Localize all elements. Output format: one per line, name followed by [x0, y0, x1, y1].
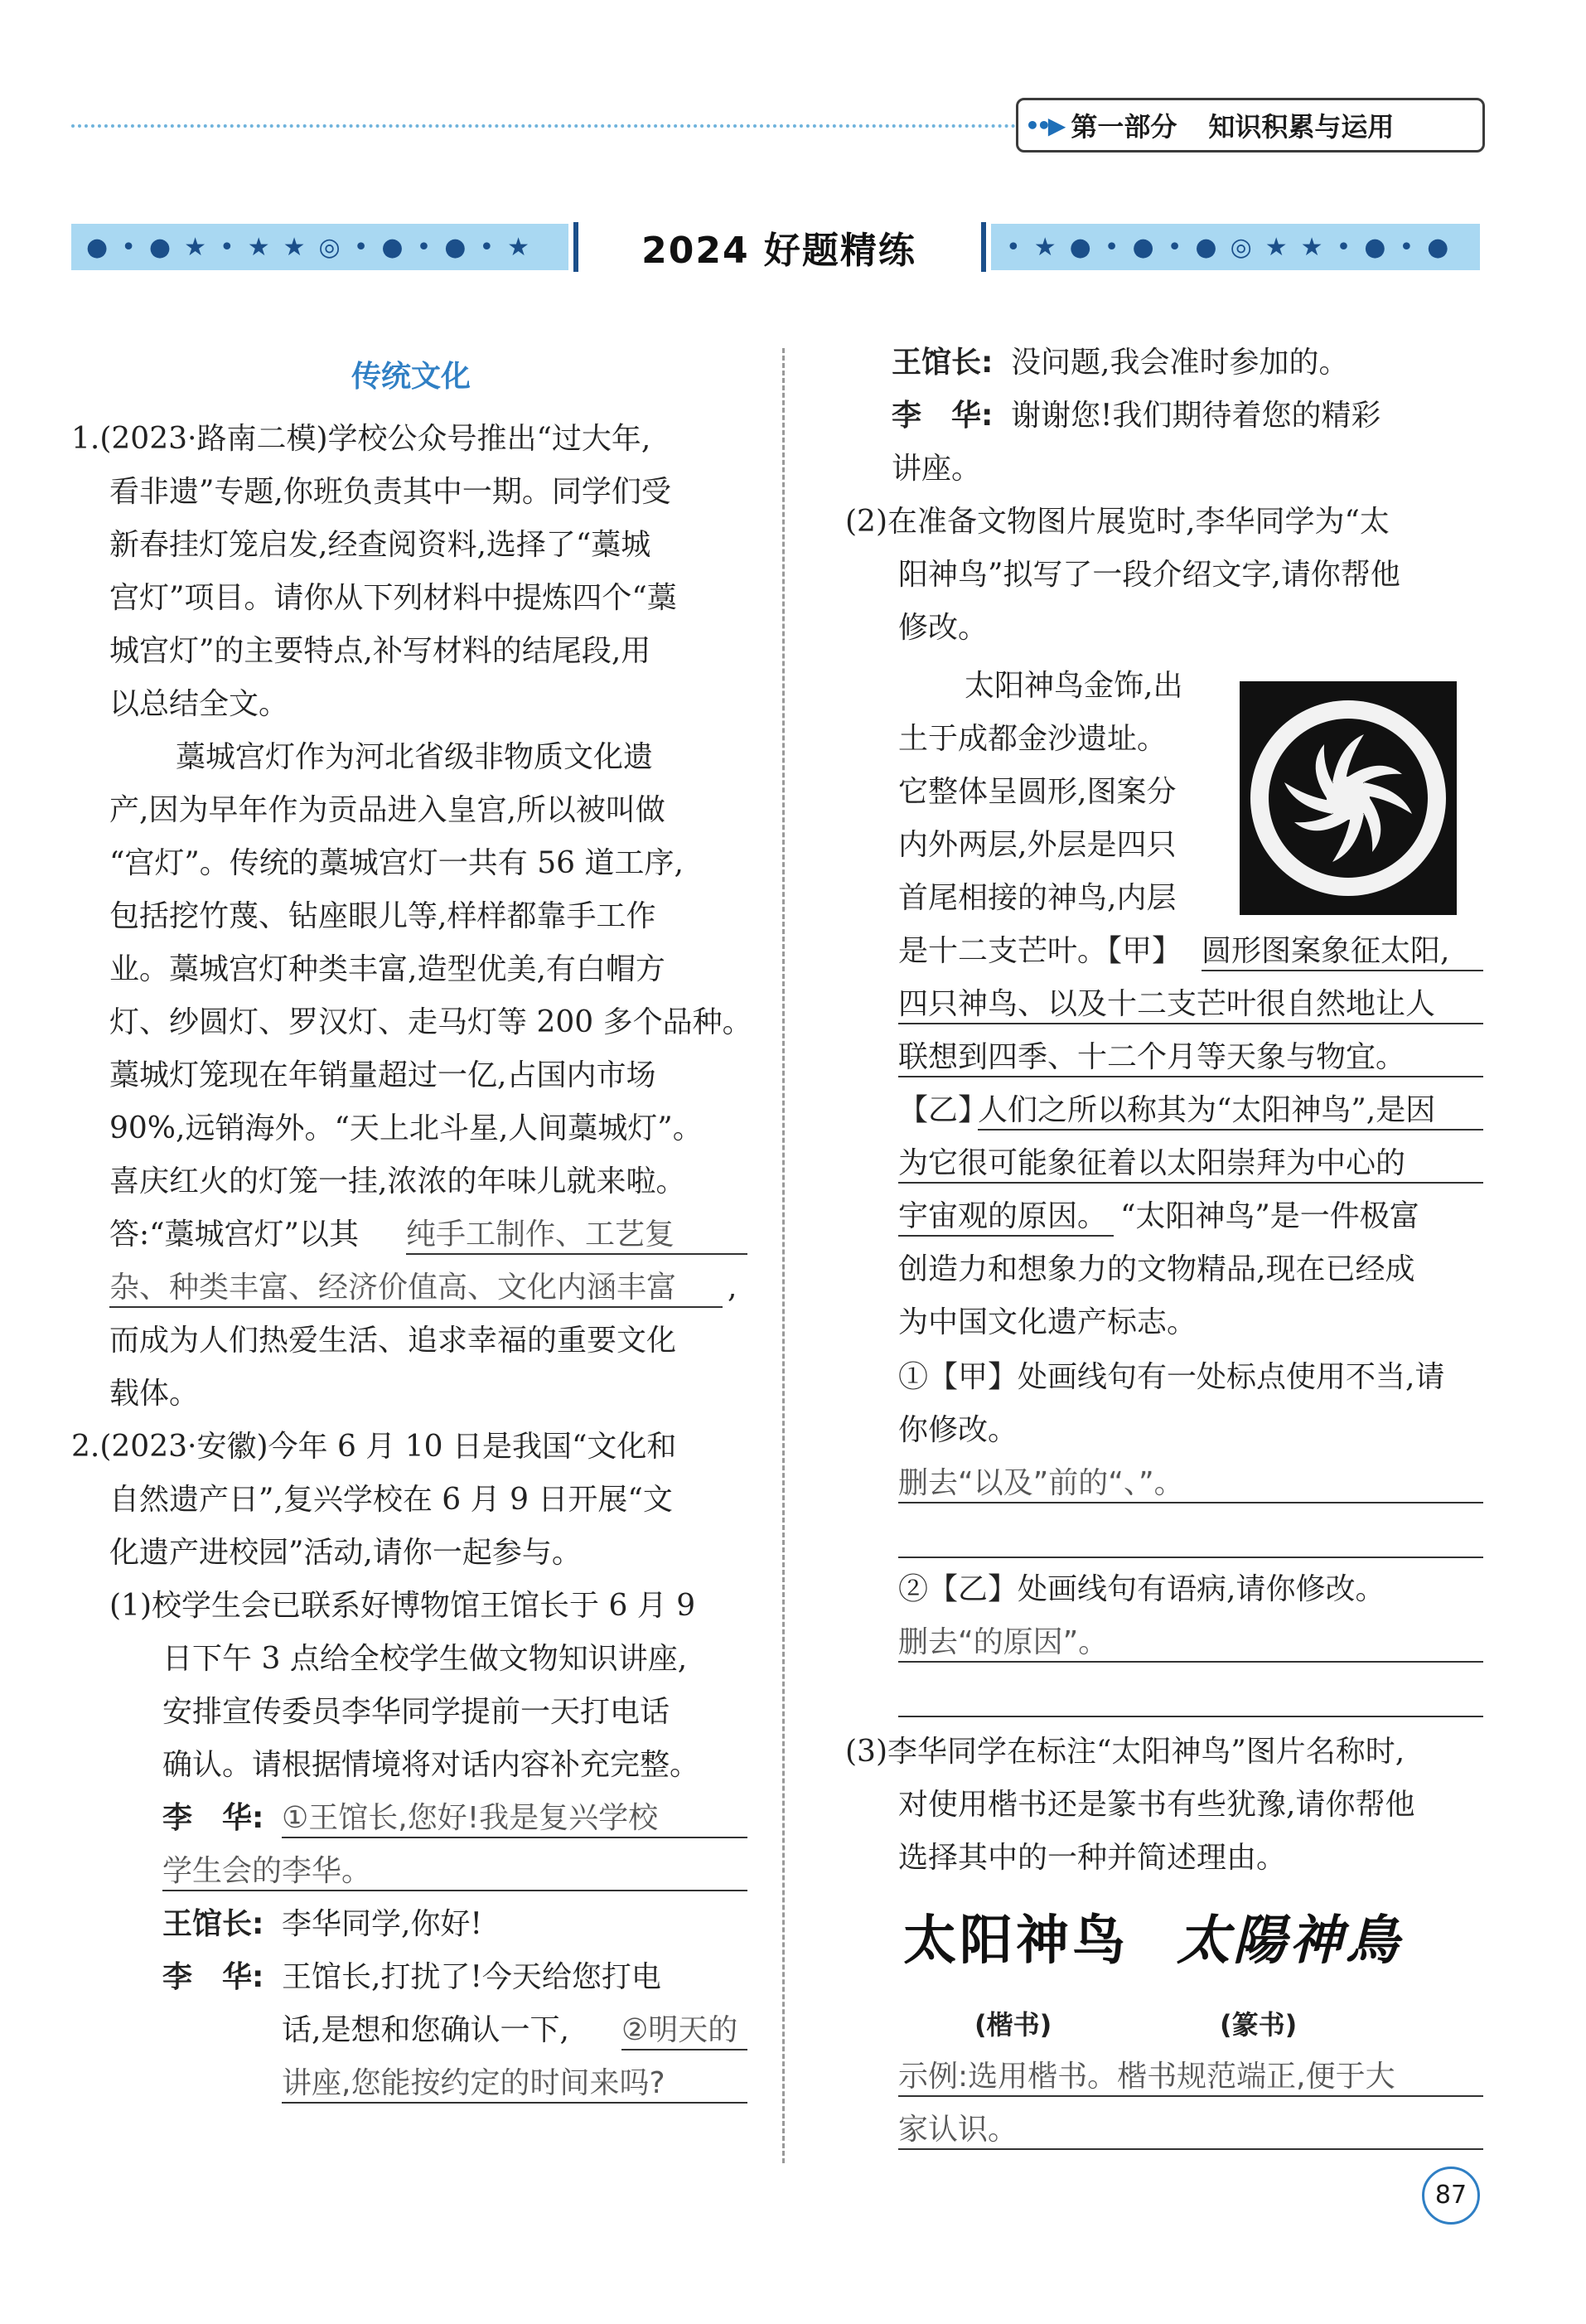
speaker-li-hua: 李 华: [162, 1960, 264, 1994]
q1-answer-text: 载体。 [109, 1377, 200, 1411]
sub-question-1: 你修改。 [898, 1413, 1018, 1447]
material-line: 藁城宫灯作为河北省级非物质文化遗 [176, 740, 654, 774]
answer-blank-line [898, 1557, 1483, 1558]
speaker-li-hua: 李 华: [162, 1801, 264, 1835]
answer-blank-line [898, 1716, 1483, 1717]
q1-line: 宫灯”项目。请你从下列材料中提炼四个“藁 [109, 581, 677, 615]
q1-line: 新春挂灯笼启发,经查阅资料,选择了“藁城 [109, 528, 651, 562]
material-line: 产,因为早年作为贡品进入皇宫,所以被叫做 [109, 793, 665, 827]
material-line: 业。藁城宫灯种类丰富,造型优美,有白帽方 [109, 952, 665, 986]
underlined-sentence-jia: 联想到四季、十二个月等天象与物宜。 [898, 1041, 1483, 1077]
header-title: 知识积累与运用 [1208, 111, 1395, 143]
zhuanshu-caption: (篆书) [1220, 2009, 1298, 2041]
kaishu-caption: (楷书) [974, 2009, 1052, 2041]
dialog-line: 没问题,我会准时参加的。 [1011, 346, 1349, 380]
sub-question-2: ②【乙】处画线句有语病,请你修改。 [898, 1572, 1385, 1606]
kaishu-calligraphy: 太阳神鸟 [903, 1910, 1129, 1972]
band-divider-right [981, 222, 986, 272]
section-header-box [1016, 98, 1485, 153]
q2-1-line: 日下午 3 点给全校学生做文物知识讲座, [162, 1642, 688, 1676]
q2-2-line: (2)在准备文物图片展览时,李华同学为“太 [845, 505, 1390, 539]
q2-line: 2.(2023·安徽)今年 6 月 10 日是我国“文化和 [71, 1430, 677, 1464]
passage-line: 首尾相接的神鸟,内层 [898, 881, 1177, 915]
sub-answer-1: 删去“以及”前的“、”。 [898, 1467, 1483, 1503]
q2-1-line: 确认。请根据情境将对话内容补充完整。 [162, 1748, 700, 1782]
q1-answer-text: 而成为人们热爱生活、追求幸福的重要文化 [109, 1324, 677, 1358]
dialog-line: 王馆长,打扰了!今天给您打电 [282, 1960, 661, 1994]
q2-3-answer: 家认识。 [898, 2113, 1483, 2150]
speaker-wang: 王馆长: [162, 1907, 264, 1941]
q1-line: 看非遗”专题,你班负责其中一期。同学们受 [109, 475, 671, 509]
q2-3-line: 选择其中的一种并简述理由。 [898, 1841, 1287, 1875]
sub-answer-2: 删去“的原因”。 [898, 1626, 1483, 1663]
page-number: 87 [1422, 2167, 1480, 2225]
q2-3-line: (3)李华同学在标注“太阳神鸟”图片名称时, [845, 1735, 1405, 1769]
q1-answer-blank: 杂、种类丰富、经济价值高、文化内涵丰富 [109, 1271, 723, 1308]
q2-line: 化遗产进校园”活动,请你一起参与。 [109, 1536, 582, 1570]
material-line: 喜庆红火的灯笼一挂,浓浓的年味儿就来啦。 [109, 1164, 686, 1198]
header-dotted-rule [71, 124, 1016, 128]
dialog-answer-2: 讲座,您能按约定的时间来吗? [282, 2067, 747, 2104]
dialog-line: 谢谢您!我们期待着您的精彩 [1011, 399, 1381, 433]
band-title: 2024 好题精练 [641, 230, 916, 272]
q2-line: 自然遗产日”,复兴学校在 6 月 9 日开展“文 [109, 1483, 673, 1517]
q1-answer-comma: , [728, 1271, 737, 1305]
q2-3-answer: 示例:选用楷书。楷书规范端正,便于大 [898, 2060, 1483, 2097]
underlined-sentence-yi: 人们之所以称其为“太阳神鸟”,是因 [978, 1094, 1483, 1131]
underlined-sentence-yi: 宇宙观的原因。 [898, 1200, 1114, 1237]
q1-line: 以总结全文。 [109, 687, 289, 721]
q2-2-line: 阳神鸟”拟写了一段介绍文字,请你帮他 [898, 558, 1400, 592]
passage-line: 为中国文化遗产标志。 [898, 1305, 1197, 1339]
q2-1-line: 安排宣传委员李华同学提前一天打电话 [162, 1695, 670, 1729]
passage-line: 内外两层,外层是四只 [898, 828, 1177, 862]
dialog-answer-2: ②明天的 [621, 2014, 747, 2050]
decorative-band-left: ● • ● ★ • ★ ★ ◎ • ● • ● • ★ [71, 224, 568, 270]
q1-line: 1.(2023·路南二模)学校公众号推出“过大年, [71, 422, 651, 456]
section-title: 传统文化 [351, 360, 471, 394]
underlined-sentence-jia: 四只神鸟、以及十二支芒叶很自然地让人 [898, 988, 1483, 1024]
passage-line: 是十二支芒叶。【甲】 [898, 934, 1182, 968]
material-line: 藁城灯笼现在年销量超过一亿,占国内市场 [109, 1058, 656, 1092]
material-line: 90%,远销海外。“天上北斗星,人间藁城灯”。 [109, 1111, 703, 1145]
q1-line: 城宫灯”的主要特点,补写材料的结尾段,用 [109, 634, 651, 668]
sun-bird-gold-ornament-image [1240, 681, 1457, 915]
dialog-line: 话,是想和您确认一下, [282, 2013, 569, 2047]
q2-2-line: 修改。 [898, 611, 989, 645]
zhuanshu-calligraphy: 太陽神鳥 [1177, 1910, 1402, 1972]
dialog-answer-1: ①王馆长,您好!我是复兴学校 [282, 1802, 747, 1838]
speaker-wang: 王馆长: [892, 346, 994, 380]
dialog-answer-1: 学生会的李华。 [162, 1855, 747, 1891]
column-divider [782, 348, 785, 2163]
arrow-icon: ••▶ [1025, 111, 1063, 139]
speaker-li-hua: 李 华: [892, 399, 994, 433]
material-line: “宫灯”。传统的藁城宫灯一共有 56 道工序, [109, 846, 684, 880]
dialog-line: 讲座。 [892, 452, 982, 486]
header-part: 第一部分 [1071, 111, 1177, 143]
passage-line: “太阳神鸟”是一件极富 [1120, 1199, 1419, 1233]
material-line: 包括挖竹蔑、钻座眼儿等,样样都靠手工作 [109, 899, 656, 933]
decorative-band-right: • ★ ● • ● • ● ◎ ★ ★ • ● • ● [991, 224, 1480, 270]
q1-answer-blank: 纯手工制作、工艺复 [406, 1218, 747, 1255]
q2-1-line: (1)校学生会已联系好博物馆王馆长于 6 月 9 [109, 1589, 696, 1623]
underlined-sentence-jia: 圆形图案象征太阳, [1202, 935, 1483, 971]
passage-line: 太阳神鸟金饰,出 [965, 669, 1183, 703]
passage-line: 创造力和想象力的文物精品,现在已经成 [898, 1252, 1415, 1286]
passage-line: 【乙】 [898, 1093, 989, 1127]
sub-question-1: ①【甲】处画线句有一处标点使用不当,请 [898, 1360, 1445, 1394]
band-divider-left [573, 222, 578, 272]
q2-3-line: 对使用楷书还是篆书有些犹豫,请你帮他 [898, 1788, 1415, 1822]
material-line: 灯、纱圆灯、罗汉灯、走马灯等 200 多个品种。 [109, 1005, 752, 1039]
passage-line: 它整体呈圆形,图案分 [898, 775, 1177, 809]
passage-line: 土于成都金沙遗址。 [898, 722, 1168, 756]
q1-answer-prefix: 答:“藁城宫灯”以其 [109, 1218, 359, 1252]
underlined-sentence-yi: 为它很可能象征着以太阳崇拜为中心的 [898, 1147, 1483, 1184]
dialog-line: 李华同学,你好! [282, 1907, 482, 1941]
